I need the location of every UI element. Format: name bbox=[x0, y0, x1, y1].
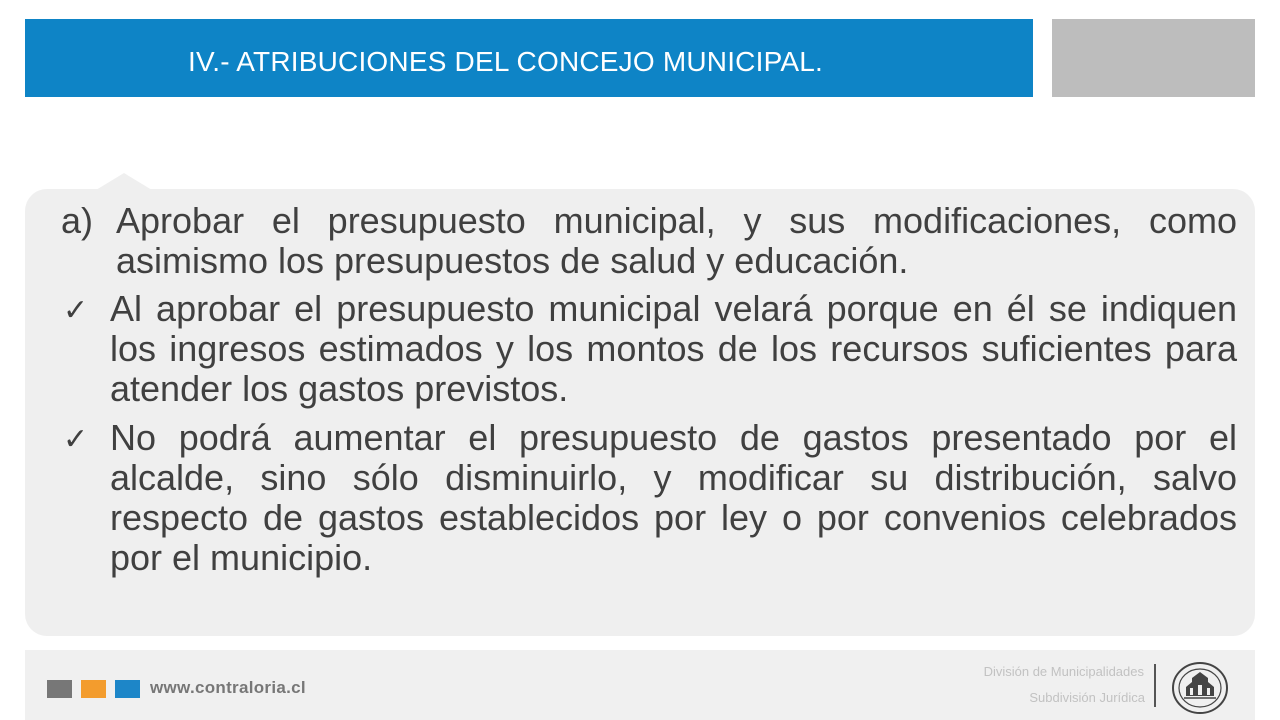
check-item-2-text: No podrá aumentar el presupuesto de gastos presentado por el alcalde, sino sólo disminuirlo, y modificar su distribución, salvo respecto de gastos establecidos por ley o por convenios celebrados por el municipio. bbox=[110, 417, 1237, 578]
footer-divider bbox=[1154, 664, 1156, 707]
header-gray-block bbox=[1052, 19, 1255, 97]
website-link[interactable]: www.contraloria.cl bbox=[150, 678, 306, 697]
slide-title: IV.- ATRIBUCIONES DEL CONCEJO MUNICIPAL. bbox=[188, 46, 824, 77]
checkmark-icon: ✓ bbox=[63, 423, 89, 456]
list-item-a-text: Aprobar el presupuesto municipal, y sus modificaciones, como asimismo los presupuestos de salud y educación. bbox=[116, 200, 1237, 281]
subdivision-label: Subdivisión Jurídica bbox=[1029, 690, 1145, 705]
check-item-1-text: Al aprobar el presupuesto municipal velará porque en él se indiquen los ingresos estimados y los montos de los recursos suficientes para atender los gastos previstos. bbox=[110, 288, 1237, 409]
title-bar bbox=[25, 19, 1033, 97]
list-marker-a: a) bbox=[61, 200, 94, 241]
list-item-a bbox=[61, 201, 1237, 281]
footer-blue-square bbox=[115, 680, 140, 698]
check-item-2 bbox=[61, 418, 1237, 578]
content-box-pointer bbox=[96, 173, 152, 190]
contraloria-seal-icon bbox=[1170, 660, 1230, 716]
check-item-1 bbox=[61, 289, 1237, 409]
footer-gray-square bbox=[47, 680, 72, 698]
division-label: División de Municipalidades bbox=[983, 664, 1144, 679]
footer-orange-square bbox=[81, 680, 106, 698]
checkmark-icon: ✓ bbox=[63, 294, 89, 327]
